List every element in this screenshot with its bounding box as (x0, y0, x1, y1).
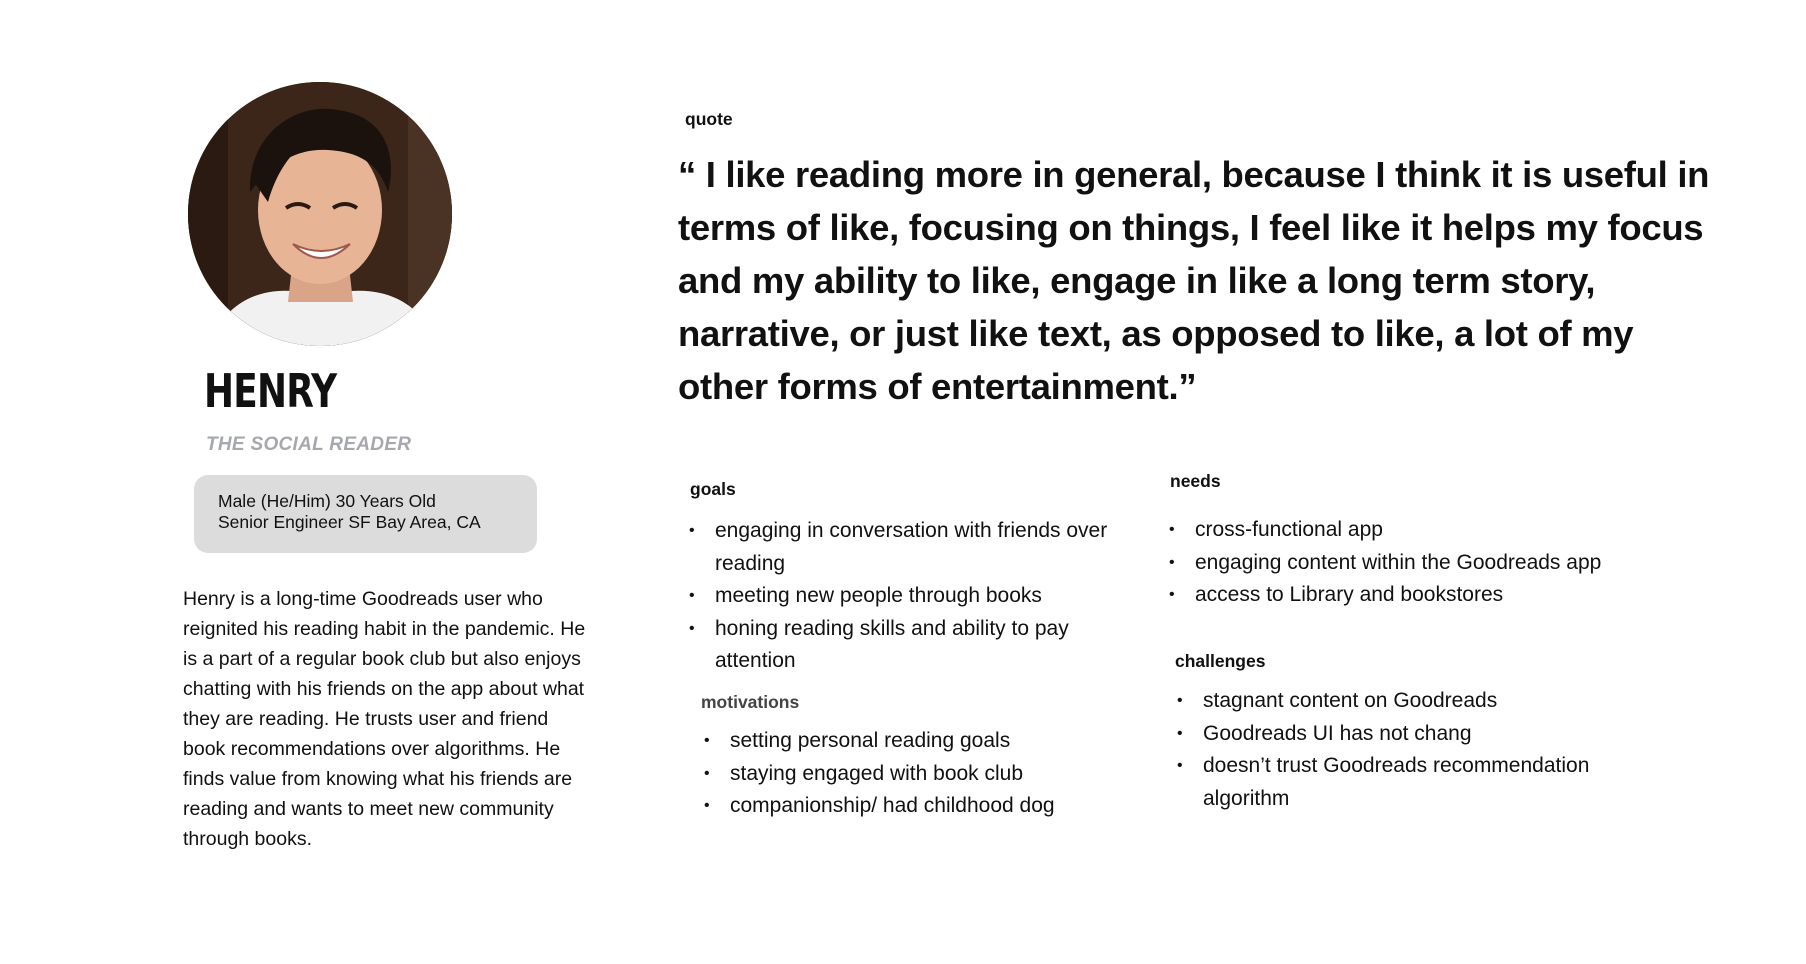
goals-list (685, 515, 1115, 678)
list-item: • Goodreads UI has not chang (1173, 718, 1643, 751)
motivations-label: motivations (701, 692, 800, 712)
list-item: • engaging in conversation with friends over reading (685, 515, 1115, 580)
persona-bio: Henry is a long-time Goodreads user who reignited his reading habit in the pandemic. He is a part of a regular book club but also enjoys chatting with his friends on the app about what they are reading. He trusts user and friend book recommendations over algorithms. He finds value from knowing what his friends are reading and wants to meet new community through books. (183, 588, 586, 850)
list-item: • stagnant content on Goodreads (1173, 685, 1643, 718)
challenges-list (1173, 685, 1643, 815)
list-item: • honing reading skills and ability to pay attention (685, 613, 1115, 678)
persona-name: HENRY (204, 364, 337, 418)
persona-details-badge (194, 475, 537, 553)
motivations-list (700, 725, 1120, 823)
avatar (188, 82, 452, 346)
persona-occupation-location: Senior Engineer SF Bay Area, CA (218, 512, 481, 532)
list-item: • staying engaged with book club (700, 758, 1120, 791)
portrait-photo-icon (188, 82, 452, 346)
list-item: • companionship/ had childhood dog (700, 790, 1120, 823)
challenges-label: challenges (1175, 651, 1266, 671)
list-item: • access to Library and bookstores (1165, 579, 1685, 612)
persona-demographics: Male (He/Him) 30 Years Old (218, 491, 436, 511)
needs-list (1165, 514, 1685, 612)
persona-role: THE SOCIAL READER (206, 434, 412, 455)
persona-quote: “ I like reading more in general, because I think it is useful in terms of like, focusing on things, I feel like it helps my focus and my ability to like, engage in like a long term story, narrative, or just like text, as opposed to like, a lot of my other forms of entertainment.” (678, 154, 1710, 407)
list-item: • cross-functional app (1165, 514, 1685, 547)
quote-label: quote (685, 109, 733, 129)
list-item: • meeting new people through books (685, 580, 1115, 613)
goals-label: goals (690, 479, 736, 499)
list-item: • engaging content within the Goodreads app (1165, 547, 1685, 580)
list-item: • doesn’t trust Goodreads recommendation algorithm (1173, 750, 1643, 815)
needs-label: needs (1170, 471, 1221, 491)
list-item: • setting personal reading goals (700, 725, 1120, 758)
